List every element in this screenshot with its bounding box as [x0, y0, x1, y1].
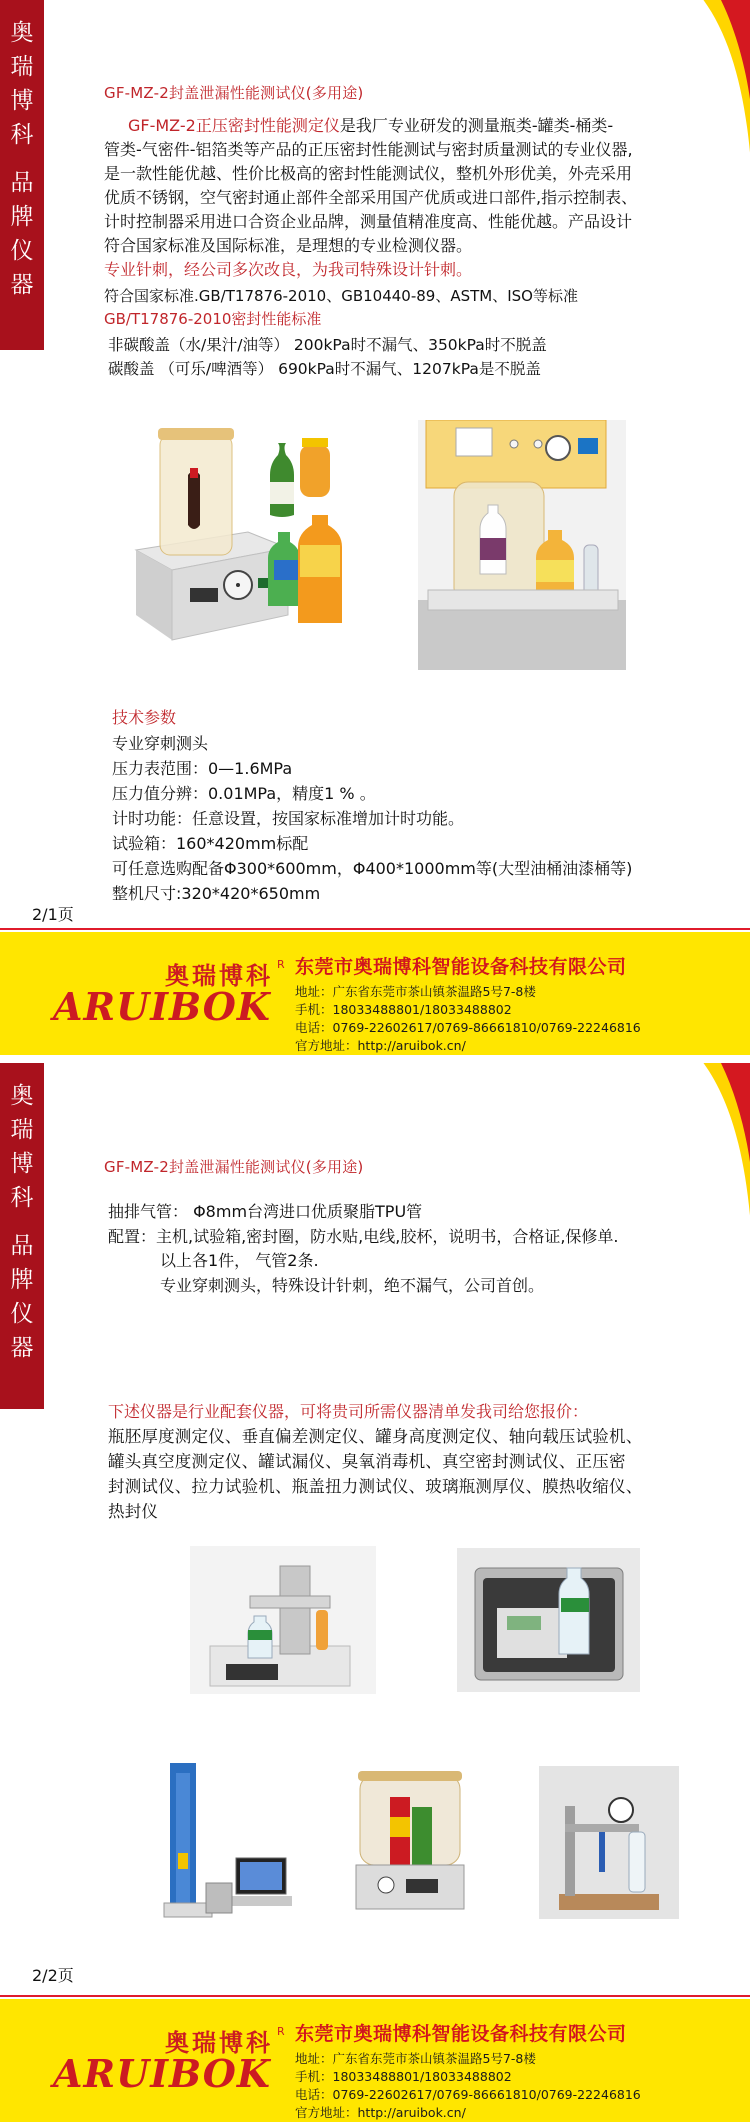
instrument-line: 瓶胚厚度测定仪、垂直偏差测定仪、罐身高度测定仪、轴向载压试验机、 [108, 1427, 643, 1446]
page-separator [0, 1055, 750, 1063]
logo-registered-mark: R [277, 2025, 285, 2038]
product-photo-tester-with-bottles [128, 420, 360, 650]
param-line: 计时功能：任意设置，按国家标准增加计时功能。 [112, 809, 465, 828]
sidebar-char: 奥 [10, 1083, 34, 1109]
photo-seal-tester-chamber [346, 1767, 474, 1917]
brand-sidebar [0, 1063, 44, 1409]
standard-row: 非碳酸盖（水/果汁/油等） 200kPa时不漏气、350kPa时不脱盖 [108, 336, 547, 354]
sidebar-char: 牌 [10, 1267, 34, 1293]
photo-tensile-tester [136, 1763, 308, 1923]
sidebar-char: 博 [10, 88, 34, 114]
sidebar-char: 牌 [10, 204, 34, 230]
params-title: 技术参数 [112, 708, 177, 727]
instrument-line: 封测试仪、拉力试验机、瓶盖扭力测试仪、玻璃瓶测厚仪、膜热收缩仪、 [108, 1477, 643, 1496]
company-name: 东莞市奥瑞博科智能设备科技有限公司 [295, 956, 627, 978]
page-title: GF-MZ-2封盖泄漏性能测试仪(多用途) [104, 1158, 364, 1176]
sidebar-char: 博 [10, 1151, 34, 1177]
param-line: 压力表范围：0—1.6MPa [112, 759, 293, 778]
standards-line: 符合国家标准.GB/T17876-2010、GB10440-89、ASTM、ISO等标准 [104, 287, 578, 305]
company-address: 地址：广东省东莞市茶山镇茶温路5号7-8楼 [295, 984, 536, 999]
sidebar-char: 科 [10, 122, 34, 148]
product-name: GF-MZ-2正压密封性能测定仪 [128, 116, 340, 135]
corner-swoosh-decoration [692, 0, 750, 178]
footer-divider [0, 1995, 750, 1997]
logo-chinese: 奥瑞博科 [165, 962, 273, 990]
company-phone: 电话：0769-22602617/0769-86661810/0769-22246816 [295, 1020, 641, 1035]
sidebar-char: 瑞 [10, 54, 34, 80]
sidebar-char: 品 [10, 1233, 34, 1259]
standard-title: GB/T17876-2010密封性能标准 [104, 310, 322, 328]
intro-line: 计时控制器采用进口合资企业品牌，测量值精准度高、性能优越。产品设计 [104, 212, 633, 231]
product-photo-tester-front [418, 420, 626, 670]
company-name: 东莞市奥瑞博科智能设备科技有限公司 [295, 2023, 627, 2045]
brand-sidebar [0, 0, 44, 350]
photo-torque-tester [190, 1546, 376, 1694]
sidebar-char: 器 [10, 1335, 34, 1361]
footer-divider [0, 928, 750, 930]
tube-spec: 抽排气管： Φ8mm台湾进口优质聚脂TPU管 [108, 1202, 423, 1221]
param-line: 可任意选购配备Φ300*600mm，Φ400*1000mm等(大型油桶油漆桶等) [112, 859, 633, 878]
intro-line: 优质不锈钢，空气密封通止部件全部采用国产优质或进口部件,指示控制表、 [104, 188, 638, 207]
sidebar-char: 品 [10, 170, 34, 196]
sidebar-char: 奥 [10, 20, 34, 46]
company-mobile: 手机：18033488801/18033488802 [295, 2069, 512, 2084]
param-line: 整机尺寸:320*420*650mm [112, 884, 321, 903]
sidebar-char: 科 [10, 1185, 34, 1211]
logo-english: ARUIBOK [53, 984, 271, 1029]
param-line: 专业穿刺测头 [112, 734, 209, 753]
logo-registered-mark: R [277, 958, 285, 971]
promo-line: 下述仪器是行业配套仪器，可将贵司所需仪器清单发我司给您报价： [108, 1402, 589, 1421]
company-website[interactable]: 官方地址：http://aruibok.cn/ [295, 1038, 466, 1053]
photo-bottle-thickness-gauge [539, 1766, 679, 1919]
standard-row: 碳酸盖 （可乐/啤酒等） 690kPa时不漏气、1207kPa是不脱盖 [108, 360, 541, 378]
intro-line: 符合国家标准及国际标准，是理想的专业检测仪器。 [104, 236, 473, 255]
company-logo [53, 2023, 293, 2103]
company-footer [0, 1999, 750, 2122]
sidebar-char: 瑞 [10, 1117, 34, 1143]
config-line: 以上各1件， 气管2条. [160, 1251, 319, 1270]
intro-line: 是一款性能优越、性价比极高的密封性能测试仪，整机外形优美，外壳采用 [104, 164, 633, 183]
param-line: 试验箱：160*420mm标配 [112, 834, 309, 853]
sidebar-char: 仪 [10, 238, 34, 264]
page-number: 2/1页 [32, 905, 74, 924]
page-2 [0, 1063, 750, 2123]
company-phone: 电话：0769-22602617/0769-86661810/0769-22246816 [295, 2087, 641, 2102]
param-line: 压力值分辨：0.01MPa，精度1 % 。 [112, 784, 376, 803]
company-address: 地址：广东省东莞市茶山镇茶温路5号7-8楼 [295, 2051, 536, 2066]
company-website[interactable]: 官方地址：http://aruibok.cn/ [295, 2105, 466, 2120]
config-line: 配置：主机,试验箱,密封圈，防水贴,电线,胶杯，说明书，合格证,保修单. [108, 1227, 619, 1246]
company-mobile: 手机：18033488801/18033488802 [295, 1002, 512, 1017]
corner-swoosh-decoration [692, 1063, 750, 1241]
company-footer [0, 932, 750, 1055]
intro-line [128, 114, 613, 138]
sidebar-char: 器 [10, 272, 34, 298]
special-note: 专业针刺，经公司多次改良，为我司特殊设计针刺。 [104, 260, 473, 279]
instrument-line: 罐头真空度测定仪、罐试漏仪、臭氧消毒机、真空密封测试仪、正压密 [108, 1452, 626, 1471]
intro-line: 管类-气密件-铝箔类等产品的正压密封性能测试与密封质量测试的专业仪器, [104, 140, 633, 159]
logo-english: ARUIBOK [53, 2051, 271, 2096]
photo-vacuum-gauge-case [457, 1548, 640, 1692]
company-logo [53, 956, 293, 1036]
sidebar-char: 仪 [10, 1301, 34, 1327]
logo-chinese: 奥瑞博科 [165, 2029, 273, 2057]
page-number: 2/2页 [32, 1966, 74, 1985]
instrument-line: 热封仪 [108, 1502, 159, 1521]
config-line: 专业穿刺测头，特殊设计针刺，绝不漏气，公司首创。 [160, 1276, 545, 1295]
intro-text: 是我厂专业研发的测量瓶类-罐类-桶类- [339, 116, 614, 135]
page-title: GF-MZ-2封盖泄漏性能测试仪(多用途) [104, 84, 364, 102]
page-1 [0, 0, 750, 1055]
